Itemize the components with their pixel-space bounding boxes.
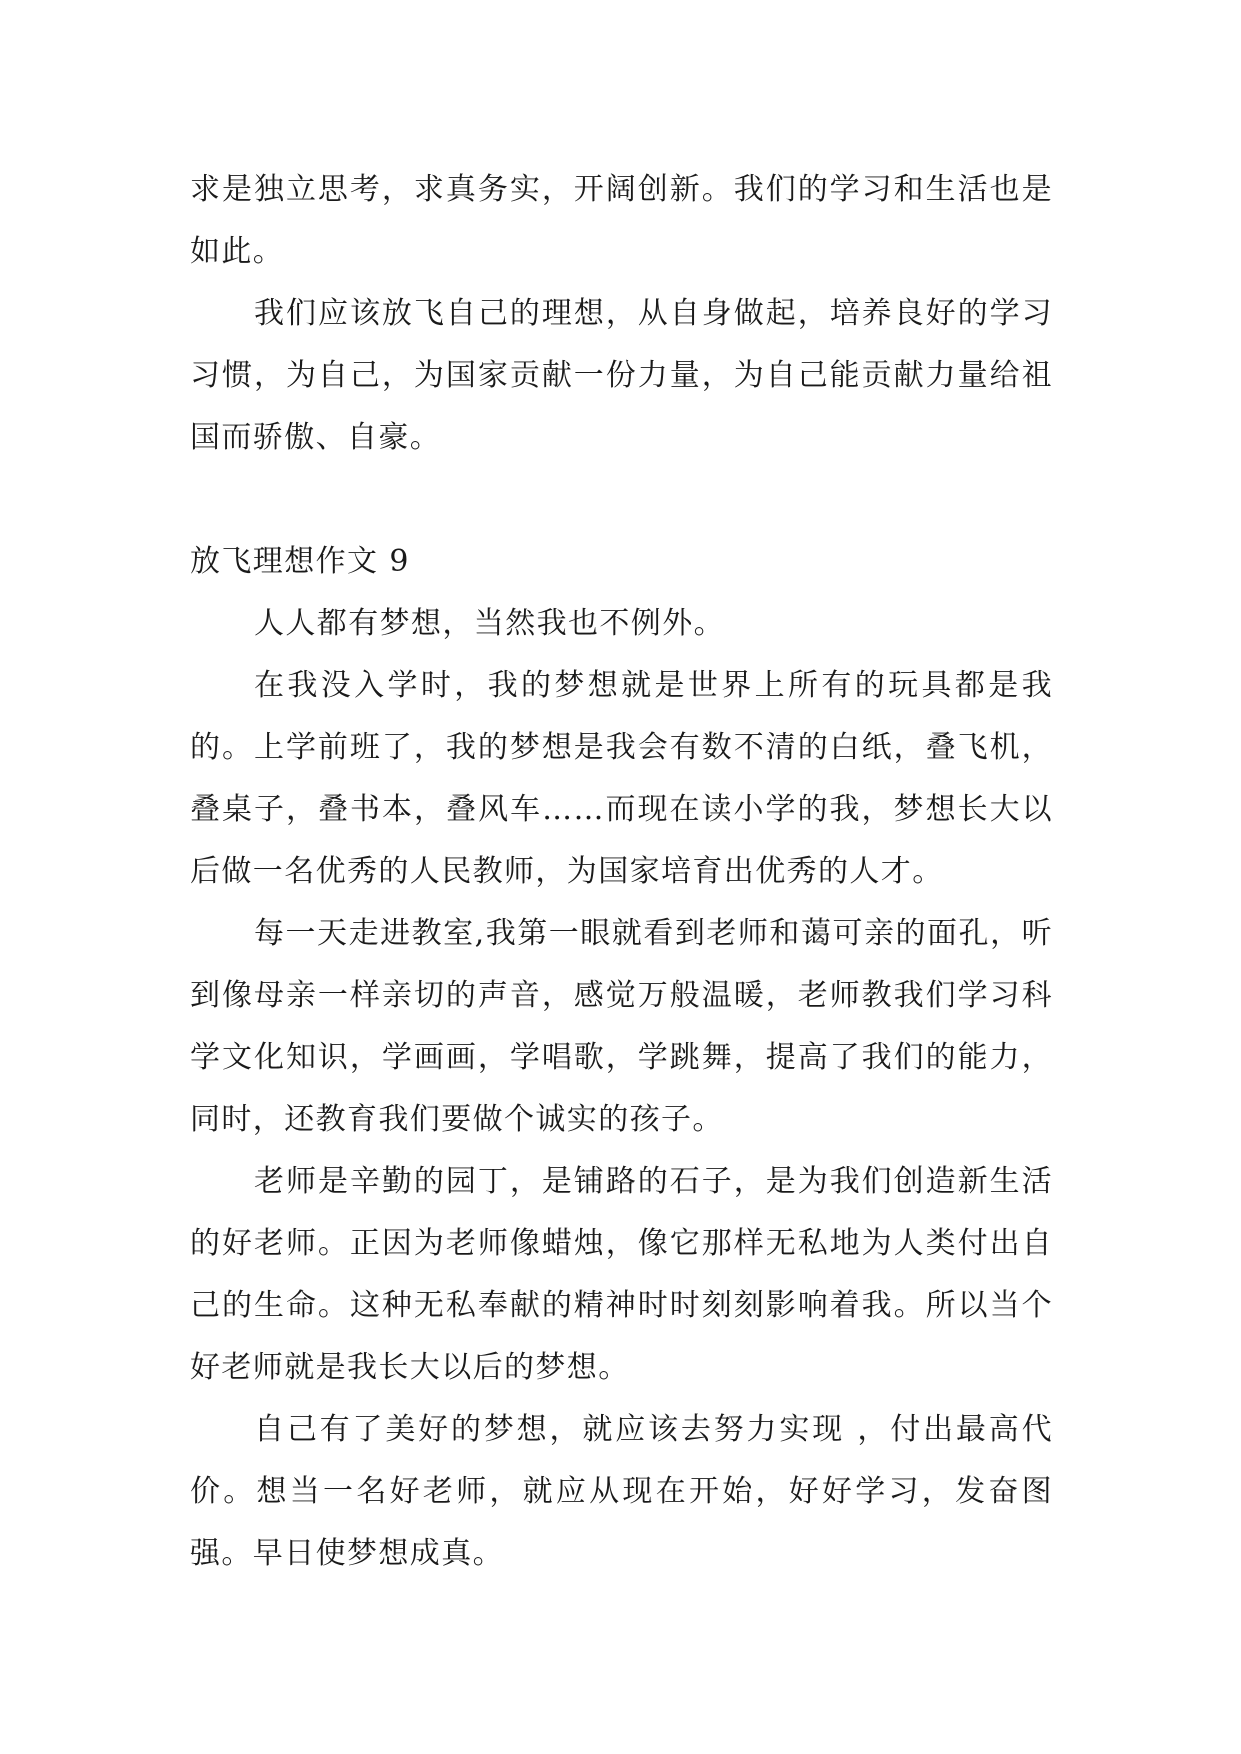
document-body: [190, 159, 1053, 1585]
paragraph: 每一天走进教室,我第一眼就看到老师和蔼可亲的面孔，听到像母亲一样亲切的声音，感觉万般温暖，老师教我们学习科学文化知识，学画画，学唱歌，学跳舞，提高了我们的能力，同时，还教育我们要做个诚实的孩子。: [190, 916, 1053, 1137]
paragraph: 我们应该放飞自己的理想，从自身做起，培养良好的学习习惯，为自己，为国家贡献一份力量，为自己能贡献力量给祖国而骄傲、自豪。: [190, 296, 1053, 455]
section-gap: [190, 469, 1053, 531]
paragraph: 在我没入学时，我的梦想就是世界上所有的玩具都是我的。上学前班了，我的梦想是我会有数不清的白纸，叠飞机，叠桌子，叠书本，叠风车……而现在读小学的我，梦想长大以后做一名优秀的人民教师，为国家培育出优秀的人才。: [190, 668, 1053, 889]
paragraph: 自己有了美好的梦想，就应该去努力实现 ，付出最高代价。想当一名好老师，就应从现在开始，好好学习，发奋图强。早日使梦想成真。: [190, 1412, 1053, 1571]
paragraph: 老师是辛勤的园丁，是铺路的石子，是为我们创造新生活的好老师。正因为老师像蜡烛，像它那样无私地为人类付出自己的生命。这种无私奉献的精神时时刻刻影响着我。所以当个好老师就是我长大以后的梦想。: [190, 1164, 1053, 1385]
paragraph: 人人都有梦想，当然我也不例外。: [254, 606, 725, 641]
essay-title: 放飞理想作文 9: [190, 544, 410, 579]
paragraph-continuation: 求是独立思考，求真务实，开阔创新。我们的学习和生活也是如此。: [190, 172, 1053, 269]
